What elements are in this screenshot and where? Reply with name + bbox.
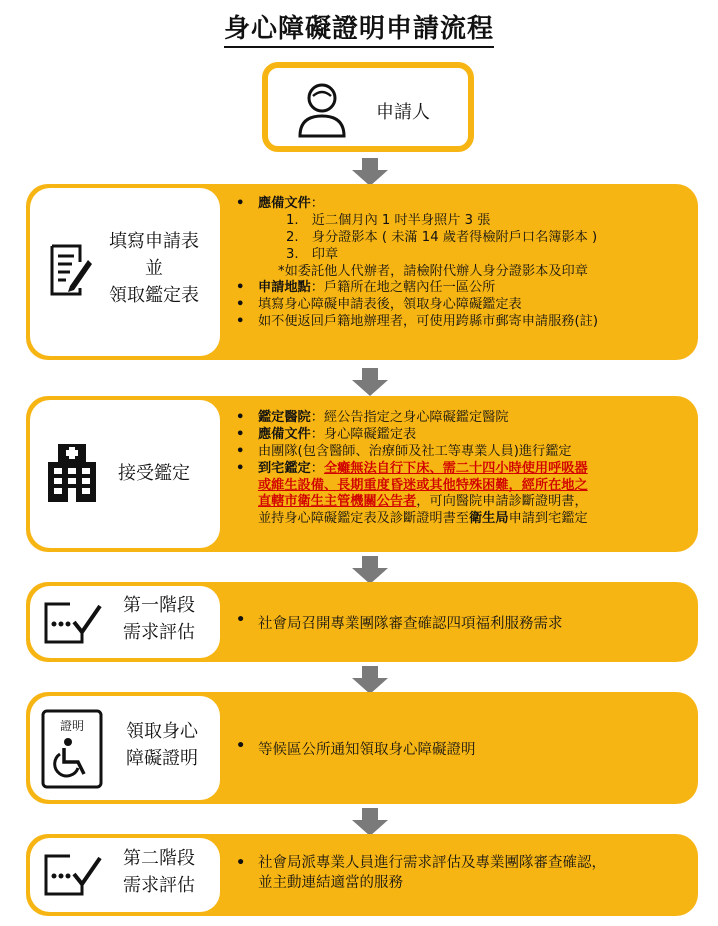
step-second-assessment (26, 834, 698, 916)
person-icon (296, 82, 348, 138)
step-details: • 鑑定醫院：經公告指定之身心障礙鑑定醫院 • 應備文件：身心障礙鑑定表 • 由團隊(包含醫師、治療師及社工等專業人員)進行鑑定 • 到宅鑑定：全癱無法自行下床、需二十四小時使用呼吸器 或維生設備、長期重度昏迷或其他特殊困難，經所在地之 直轄市衛生主管機關公告者，可向醫院申請診斷證明書， 並持身心障礙鑑定表及診斷證明書至衛生局申請到宅鑑定 (232, 410, 588, 528)
step-details: • 應備文件： 1. 近二個月內 1 吋半身照片 3 張 2. 身分證影本 ( 未滿 14 歲者得檢附戶口名簿影本 ) 3. 印章 *如委託他人代辦者，請檢附代辦人身分證影本及印章 • 申請地點：戶籍所在地之轄內任一區公所 • 填寫身心障礙申請表後，領取身心障礙鑑定表 • 如不便返回戶籍地辦理者，可使用跨縣市郵寄申請服務(註) (232, 196, 598, 331)
disability-certificate-icon (40, 708, 104, 790)
checklist-icon (42, 850, 104, 900)
flow-arrow (352, 808, 388, 836)
page-title: 身心障礙證明申請流程 (0, 8, 718, 45)
step-card (30, 586, 220, 658)
step-certificate (26, 692, 698, 804)
form-pen-icon (46, 242, 94, 298)
checklist-icon (42, 598, 104, 648)
step-apply (26, 184, 698, 360)
step-details: • 社會局派專業人員進行需求評估及專業團隊審查確認， 並主動連結適當的服務 (232, 854, 606, 893)
certificate-icon-text: 證明 (59, 719, 85, 733)
step-label: 接受鑑定 (118, 463, 190, 484)
step-assessment (26, 396, 698, 552)
flow-arrow (352, 158, 388, 186)
applicant-box (262, 62, 474, 152)
step-card (30, 838, 220, 912)
applicant-label: 申請人 (376, 102, 430, 123)
flow-arrow (352, 666, 388, 694)
step-label: 第二階段 需求評估 (123, 848, 195, 896)
step-label: 第一階段 需求評估 (123, 595, 195, 643)
step-label: 領取身心 障礙證明 (126, 721, 198, 769)
step-card (30, 696, 220, 800)
step-first-assessment (26, 582, 698, 662)
step-details: • 社會局召開專業團隊審查確認四項福利服務需求 (232, 612, 563, 633)
hospital-icon (44, 440, 100, 504)
step-card (30, 400, 220, 548)
step-card (30, 188, 220, 356)
flow-arrow (352, 368, 388, 396)
step-label: 填寫申請表 並 領取鑑定表 (109, 231, 199, 306)
step-details: • 等候區公所通知領取身心障礙證明 (232, 738, 476, 759)
flow-arrow (352, 556, 388, 584)
